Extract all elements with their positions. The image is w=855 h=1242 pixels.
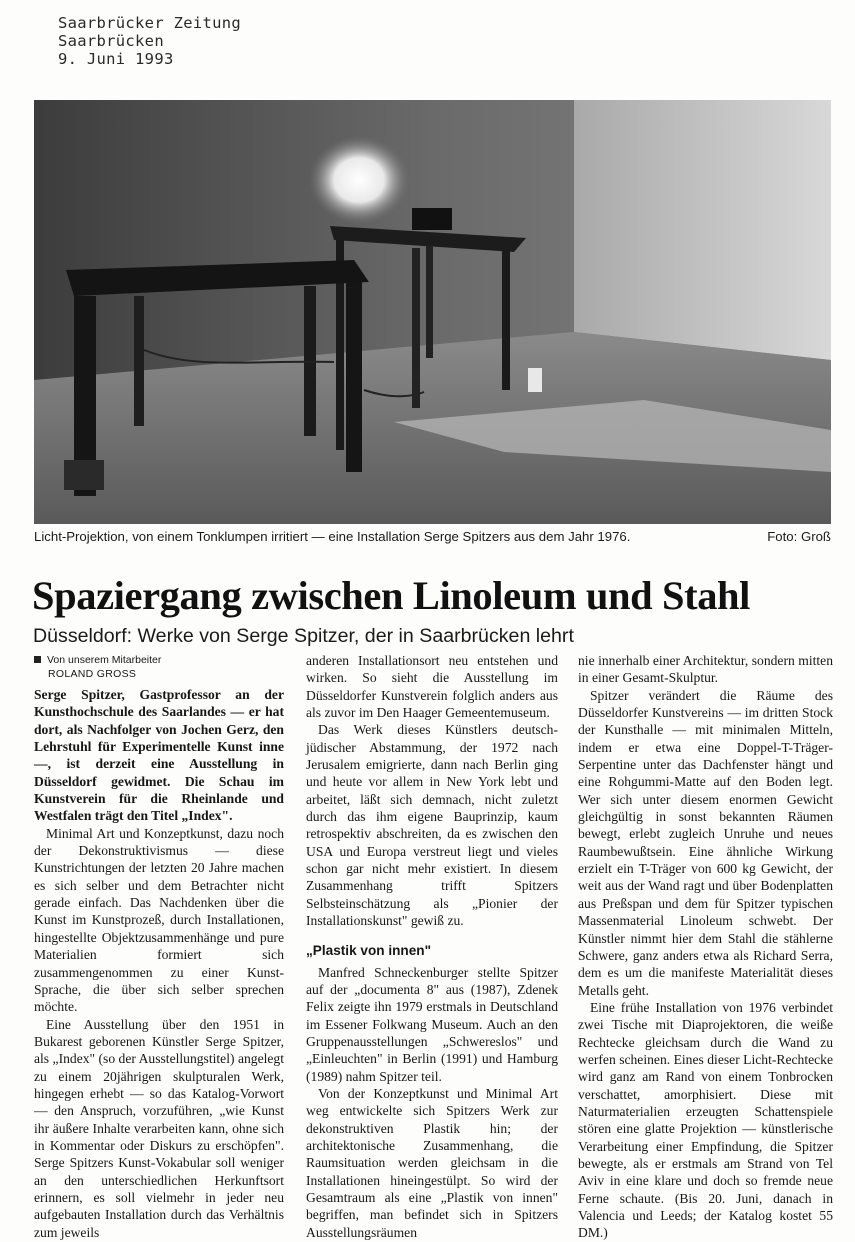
paragraph: Das Werk dieses Künstlers deutsch-jüdischer Abstammung, der 1972 nach Jerusalem emigrierte, dann nach Berlin ging und heute vor allem in New York lebt und arbeitet, läßt sich demnach, nicht zuletzt durch das ihm eigene Bauprinzip, kaum retrospektiv abschreiten, da es zwischen den USA und Europa verstreut liegt und vieles schon gar nicht mehr existiert. In diesem Zusammenhang trifft Spitzers Selbsteinschätzung als „Pionier der Installationskunst" gewiß zu.	[306, 722, 558, 929]
article-column-2	[306, 652, 558, 1241]
article-subheadline: Düsseldorf: Werke von Serge Spitzer, der in Saarbrücken lehrt	[33, 625, 574, 647]
newspaper-city: Saarbrücken	[58, 32, 164, 50]
paragraph: Minimal Art und Konzeptkunst, dazu noch der Dekonstruktivismus — diese Kunstrichtungen der letzten 20 Jahre machen es sich selber und dem Betrachter nicht gerade einfach. Das Nachdenken über die Kunst im Kunstprozeß, durch Installationen, hingestellte Objektzusammenhänge und pure Materialien formiert sich zusammengenommen zu einer Kunst-Sprache, die über sich selber sprechen möchte.	[34, 825, 284, 1015]
paragraph: Von der Konzeptkunst und Minimal Art weg entwickelte sich Spitzers Werk zur dekonstruktiven Plastik hin; der architektonische Zusammenhang, die Raumsituation werden gleichsam in die Installationen hineingestülpt. So wird der Gesamtraum als eine „Plastik von innen" begriffen, man befindet sich in Spitzers Ausstellungsräumen	[306, 1085, 558, 1240]
section-heading: „Plastik von innen"	[306, 942, 432, 958]
byline	[34, 654, 284, 667]
author-name: ROLAND GROSS	[48, 668, 137, 680]
article-column-1	[34, 652, 284, 1241]
bullet-square-icon	[34, 656, 41, 663]
caption-text: Licht-Projektion, von einem Tonklumpen irritiert — eine Installation Serge Spitzers aus dem Jahr 1976.	[34, 529, 631, 544]
paragraph: Manfred Schneckenburger stellte Spitzer auf der „documenta 8" aus (1987), Zdenek Felix zeigte ihn 1979 erstmals in Deutschland im Essener Folkwang Museum. Auch an den Gruppenausstellungen „Schwereslos" und „Einleuchten" in Berlin (1991) und Hamburg (1989) nahm Spitzer teil.	[306, 964, 558, 1084]
article-lead: Serge Spitzer, Gastprofessor an der Kunsthochschule des Saarlandes — er hat dort, als Nachfolger von Jochen Gerz, den Lehrstuhl für Experimentelle Kunst inne —, ist derzeit eine Ausstellung in Düsseldorf gewidmet. Die Schau im Kunstverein für die Rheinlande und Westfalen trägt den Titel „Index".	[34, 687, 284, 824]
clipping-date: 9. Juni 1993	[58, 50, 174, 68]
byline-text: Von unserem Mitarbeiter	[47, 654, 162, 666]
paragraph: nie innerhalb einer Architektur, sondern mitten in einer Gesamt-Skulptur.	[578, 653, 833, 686]
gallery-photo-icon	[34, 100, 831, 524]
paragraph: Eine Ausstellung über den 1951 in Bukarest geborenen Künstler Serge Spitzer, als „Index" (so der Ausstellungstitel) angelegt zu einem 20jährigen skulpturalen Werk, hingegen erhebt — so das Katalog-Vorwort — den Anspruch, vorzuführen, „wie Kunst ihr äußere Inhalte verarbeiten kann, ohne sich in Kommentar oder Diskurs zu erschöpfen". Serge Spitzers Kunst-Vokabular soll weniger an den unterschiedlichen Herkunftsort erinnern, es soll vielmehr in jeder neu aufgebauten Installation durch das Verhältnis zum jeweils	[34, 1016, 284, 1240]
clipping-header	[58, 14, 241, 68]
article-column-3	[578, 652, 833, 1242]
newspaper-name: Saarbrücker Zeitung	[58, 14, 242, 32]
article-headline: Spaziergang zwischen Linoleum und Stahl	[32, 573, 751, 618]
paragraph: anderen Installationsort neu entstehen und wirken. So sieht die Ausstellung im Düsseldorfer Kunstverein folglich anders aus als zuvor im Den Haager Gemeentemuseum.	[306, 653, 558, 721]
paragraph: Eine frühe Installation von 1976 verbindet zwei Tische mit Diaprojektoren, die weiße Rechtecke gleichsam durch die Wand zu werfen scheinen. Eines dieser Licht-Rechtecke wird ganz am Rand von einem Tonbrocken verschattet, amorphisiert. Diese mit Naturmaterialien erzeugten Schattenspiele stören eine glatte Projektion — künstlerische Verarbeitung einer Empfindung, die Spitzer bewegte, als er erstmals am Strand von Tel Aviv in eine klare und doch so fremde neue Ferne schaute. (Bis 20. Juni, danach in Valencia und Leeds; der Katalog kostet 55 DM.)	[578, 999, 833, 1241]
photo-credit: Foto: Groß	[767, 529, 831, 544]
photo-caption	[34, 528, 831, 546]
paragraph: Spitzer verändert die Räume des Düsseldorfer Kunstvereins — im dritten Stock der Kunsthalle — mit minimalen Mitteln, indem er etwa eine Doppel-T-Träger-Serpentine unter das Dachfenster hängt und eine Rohgummi-Matte auf den Boden legt. Wer sich unter diesem enormen Gewicht gleichgültig in sonst bekannten Räumen bewegt, erlebt zugleich Unruhe und neues Raumbewußtsein. Eine ähnliche Wirkung erzielt ein T-Träger von 600 kg Gewicht, der weit aus der Wand ragt und über Bodenplatten aus Preßspan und dem für Spitzer typischen Massenmaterial Linoleum schwebt. Der Künstler nimmt hier dem Stahl die stählerne Schwere, ganz anders etwa als Richard Serra, dem es um die manifeste Materialität dieses Metalls geht.	[578, 687, 833, 998]
installation-photo	[34, 100, 831, 524]
